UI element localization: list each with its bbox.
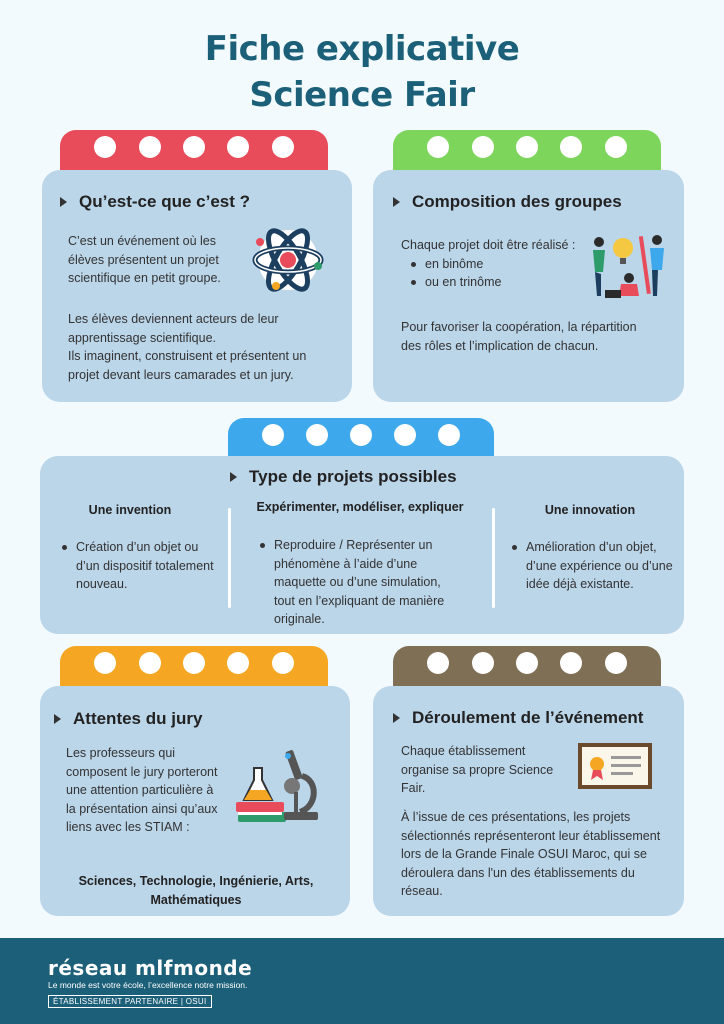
title-line-2: Science Fair <box>249 75 475 115</box>
card-groups-p2: Pour favoriser la coopération, la répartition des rôles et l’implication de chacun. <box>401 320 637 353</box>
column-text-invention <box>62 538 222 594</box>
atom-icon <box>248 220 328 300</box>
footer-logo: réseau mlfmonde <box>48 956 253 980</box>
column-heading-experiment: Expérimenter, modéliser, expliquer <box>256 500 464 514</box>
card-groups-title <box>393 192 622 212</box>
column-text-innovation <box>512 538 678 594</box>
card-what-p2-line2: Ils imaginent, construisent et présentent un projet devant leurs camarades et un jury. <box>68 349 307 382</box>
column-heading-innovation: Une innovation <box>544 503 636 517</box>
card-event-p2: À l’issue de ces présentations, les projets sélectionnés représenteront leur établissement lors de la Grande Finale OSUI Maroc, qui se déroulera dans l'un des établissements du réseau. <box>401 810 661 898</box>
card-what-title-text: Qu’est-ce que c’est ? <box>79 192 250 211</box>
certificate-icon <box>577 742 653 790</box>
card-what-p1: C’est un événement où les élèves présentent un projet scientifique en petit groupe. <box>68 234 221 285</box>
card-what-p2 <box>68 310 340 384</box>
binder-tab-green <box>393 130 661 172</box>
card-types <box>40 456 684 634</box>
binder-tab-blue <box>228 418 494 460</box>
card-groups-intro: Chaque projet doit être réalisé : <box>401 238 576 252</box>
binder-tab-red <box>60 130 328 172</box>
card-event <box>373 686 684 916</box>
divider <box>492 508 495 608</box>
footer <box>0 938 724 1024</box>
card-groups-title-text: Composition des groupes <box>412 192 622 211</box>
card-jury <box>40 686 350 916</box>
teamwork-illustration <box>587 232 673 300</box>
card-what-title <box>60 192 250 212</box>
footer-tagline: Le monde est votre école, l’excellence notre mission. <box>48 980 248 990</box>
stiam-list: Sciences, Technologie, Ingénierie, Arts, Mathématiques <box>78 874 314 907</box>
list-item: en binôme <box>411 255 591 274</box>
binder-tab-brown <box>393 646 661 688</box>
card-types-title-text: Type de projets possibles <box>249 467 457 486</box>
partner-badge: ÉTABLISSEMENT PARTENAIRE | OSUI <box>48 995 212 1008</box>
page-title <box>0 26 724 118</box>
list-item: Reproduire / Représenter un phénomène à l’aide d’une maquette ou d’une simulation, tout en l’expliquant de manière originale. <box>260 536 460 629</box>
card-jury-title-text: Attentes du jury <box>73 709 203 728</box>
card-what-p2-line1: Les élèves deviennent acteurs de leur apprentissage scientifique. <box>68 312 279 345</box>
list-item: ou en trinôme <box>411 273 591 292</box>
card-types-title <box>230 467 457 487</box>
card-jury-text: Les professeurs qui composent le jury porteront une attention particulière à la présentation ainsi qu’aux liens avec les STIAM : <box>66 746 218 834</box>
title-line-1: Fiche explicative <box>204 29 520 69</box>
card-jury-title <box>54 709 202 729</box>
card-event-title-text: Déroulement de l’événement <box>412 708 644 727</box>
list-item: Amélioration d’un objet, d’une expérience ou d’une idée déjà existante. <box>512 538 678 594</box>
lab-illustration <box>232 746 322 828</box>
list-item: Création d’un objet ou d’un dispositif totalement nouveau. <box>62 538 222 594</box>
card-what <box>42 170 352 402</box>
card-groups-list <box>401 236 591 292</box>
column-text-experiment <box>260 536 460 629</box>
divider <box>228 508 231 608</box>
column-heading-invention: Une invention <box>88 503 172 517</box>
binder-tab-orange <box>60 646 328 688</box>
card-event-title <box>393 708 643 728</box>
card-groups <box>373 170 684 402</box>
card-event-p1: Chaque établissement organise sa propre Science Fair. <box>401 744 554 795</box>
